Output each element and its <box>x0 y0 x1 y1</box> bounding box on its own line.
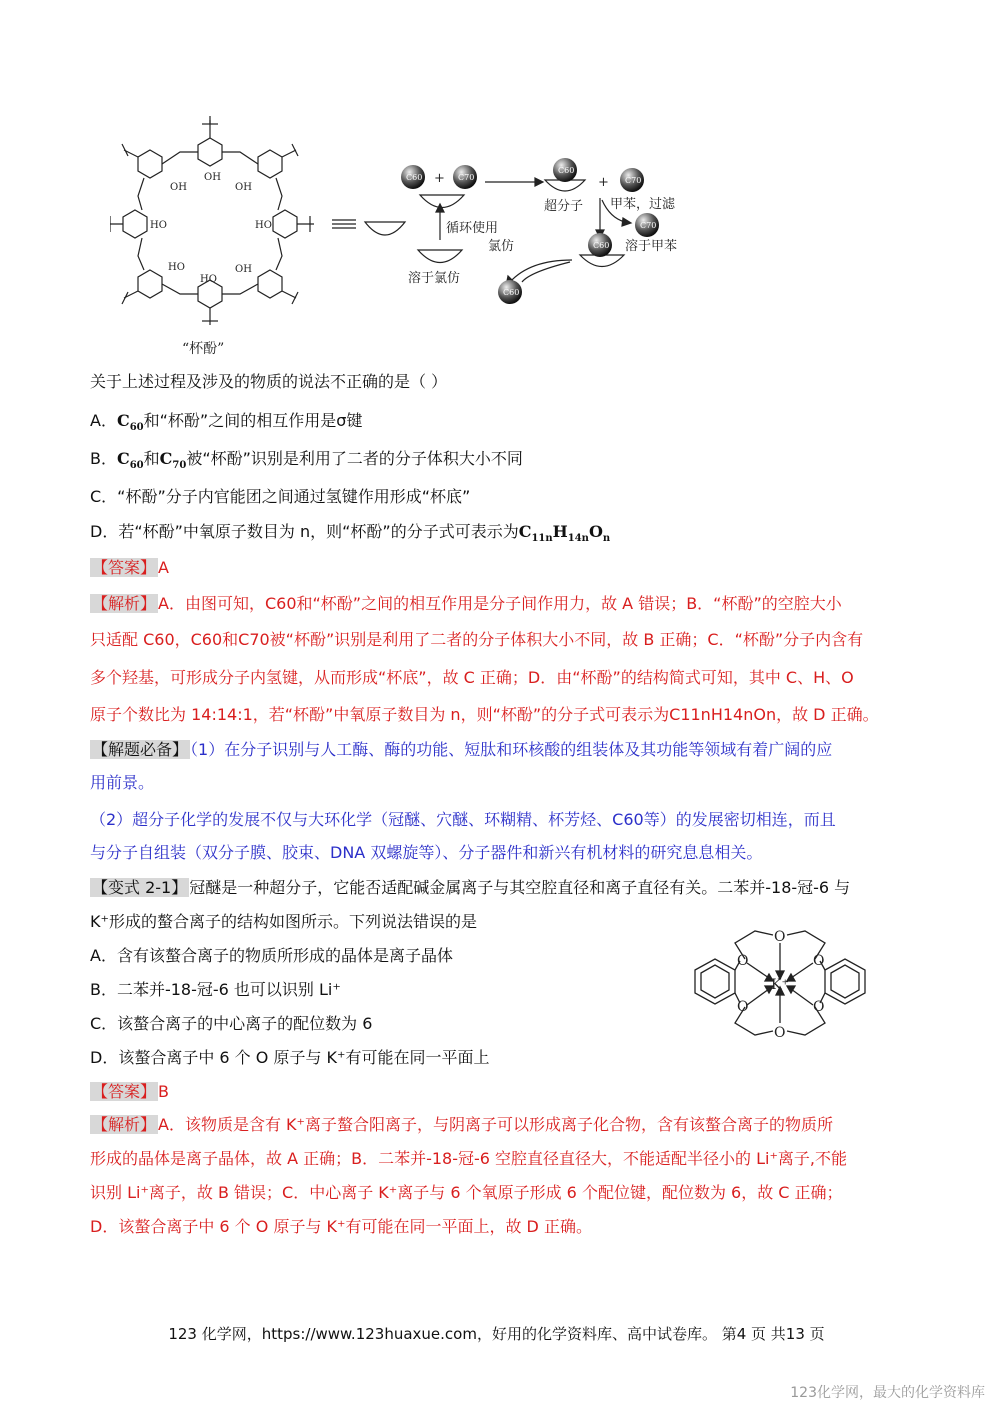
c60-ball: C60 <box>406 173 423 182</box>
dissolved-chloroform-label: 溶于氯仿 <box>408 271 461 286</box>
page-footer: 123 化学网，https://www.123huaxue.com，好用的化学资料库、高中试卷库。 第4 页 共13 页 <box>168 1325 825 1343</box>
q2-analysis-line: D．该螯合离子中 6 个 O 原子与 K⁺有可能在同一平面上，故 D 正确。 <box>90 1217 592 1236</box>
oh-label: OH <box>204 172 221 183</box>
q1-prep-line: 与分子自组装（双分子膜、胶束、DNA 双螺旋等）、分子器件和新兴有机材料的研究息息相关。 <box>90 843 763 862</box>
q1-analysis-line: 原子个数比为 14:14:1，若“杯酚”中氧原子数目为 n，则“杯酚”的分子式可表示为C11nH14nOn，故 D 正确。 <box>90 705 879 724</box>
q2-answer: 【答案】 B <box>92 1082 169 1101</box>
ho-label: HO <box>150 220 167 231</box>
oxygen-label: O <box>813 953 825 969</box>
oxygen-label: O <box>737 999 749 1015</box>
q1-prep-line: 【解题必备】 （1）在分子识别与人工酶、酶的功能、短肽和环核酸的组装体及其功能等领域有着广阔的应 <box>92 740 833 759</box>
oxygen-label: O <box>774 929 786 945</box>
oh-label: OH <box>235 264 252 275</box>
q1-analysis-line: 多个羟基，可形成分子内氢键，从而形成“杯底”，故 C 正确；D．由“杯酚”的结构简式可知，其中 C、H、O <box>90 668 854 687</box>
q1-answer: 【答案】 A <box>92 558 169 577</box>
q1-stem: 关于上述过程及涉及的物质的说法不正确的是（ ） <box>90 372 448 391</box>
q1-prep-line: （2）超分子化学的发展不仅与大环化学（冠醚、穴醚、环糊精、杯芳烃、C60等）的发展密切相连，而且 <box>90 810 836 829</box>
oxygen-label: O <box>813 999 825 1015</box>
q1-analysis-line: 【解析】 A．由图可知，C60和“杯酚”之间的相互作用是分子间作用力，故 A 错误；B．“杯酚”的空腔大小 <box>92 594 842 613</box>
calixarene-separation-figure <box>110 110 710 365</box>
plus-sign: + <box>598 175 609 190</box>
supramolecule-label: 超分子 <box>544 199 584 214</box>
c60-ball: C60 <box>593 241 610 250</box>
q2-option-c: C．该螯合离子的中心离子的配位数为 6 <box>90 1014 373 1033</box>
c60-ball: C60 <box>503 288 520 297</box>
calixarene-caption: “杯酚” <box>182 341 225 357</box>
watermark: 123化学网，最大的化学资料库 <box>790 1385 985 1401</box>
c70-ball: C70 <box>640 221 657 230</box>
oh-label: OH <box>170 182 187 193</box>
plus-sign: + <box>434 171 445 186</box>
c70-ball: C70 <box>458 173 475 182</box>
q2-option-a: A．含有该螯合离子的物质所形成的晶体是离子晶体 <box>90 946 453 965</box>
q2-stem-line: 【变式 2-1】 冠醚是一种超分子，它能否适配碱金属离子与其空腔直径和离子直径有关。二苯并-18-冠-6 与 <box>92 878 851 897</box>
toluene-filter-label: 甲苯，过滤 <box>610 197 676 212</box>
c70-ball: C70 <box>625 176 642 185</box>
q1-option-b: B．$C_{60}$和$C_{70}$被“杯酚”识别是利用了二者的分子体积大小不同 <box>90 449 523 472</box>
ho-label: HO <box>168 262 185 273</box>
q1-analysis-line: 只适配 C60，C60和C70被“杯酚”识别是利用了二者的分子体积大小不同，故 B 正确；C．“杯酚”分子内含有 <box>90 630 864 649</box>
oxygen-label: O <box>737 953 749 969</box>
q1-option-c: C．“杯酚”分子内官能团之间通过氢键作用形成“杯底” <box>90 487 471 506</box>
potassium-ion-label: K⁺ <box>771 977 789 993</box>
oxygen-label: O <box>774 1025 786 1041</box>
dissolved-toluene-label: 溶于甲苯 <box>625 239 678 254</box>
q2-option-d: D．该螯合离子中 6 个 O 原子与 K⁺有可能在同一平面上 <box>90 1048 490 1067</box>
ho-label: HO <box>255 220 272 231</box>
crown-ether-k-figure <box>665 925 895 1060</box>
q2-option-b: B．二苯并-18-冠-6 也可以识别 Li⁺ <box>90 980 341 999</box>
q1-option-a: A．$C_{60}$和“杯酚”之间的相互作用是σ键 <box>90 411 363 434</box>
c60-ball: C60 <box>558 166 575 175</box>
chloroform-label: 氯仿 <box>488 239 515 254</box>
q2-stem-line: K⁺形成的螯合离子的结构如图所示。下列说法错误的是 <box>90 912 477 931</box>
q2-analysis-line: 【解析】 A．该物质是含有 K⁺离子螯合阳离子，与阴离子可以形成离子化合物，含有该螯合离子的物质所 <box>92 1115 833 1134</box>
q1-option-d: D．若“杯酚”中氧原子数目为 n，则“杯酚”的分子式可表示为$C_{11n}H_{14n}O_n$ <box>90 522 611 545</box>
q2-analysis-line: 识别 Li⁺离子，故 B 错误；C．中心离子 K⁺离子与 6 个氧原子形成 6 个配位键，配位数为 6，故 C 正确； <box>90 1183 843 1202</box>
recycle-label: 循环使用 <box>446 221 499 236</box>
q2-analysis-line: 形成的晶体是离子晶体，故 A 正确；B．二苯并-18-冠-6 空腔直径直径大，不能适配半径小的 Li⁺离子,不能 <box>90 1149 848 1168</box>
oh-label: OH <box>235 182 252 193</box>
q1-prep-line: 用前景。 <box>90 773 155 792</box>
ho-label: HO <box>200 274 217 285</box>
